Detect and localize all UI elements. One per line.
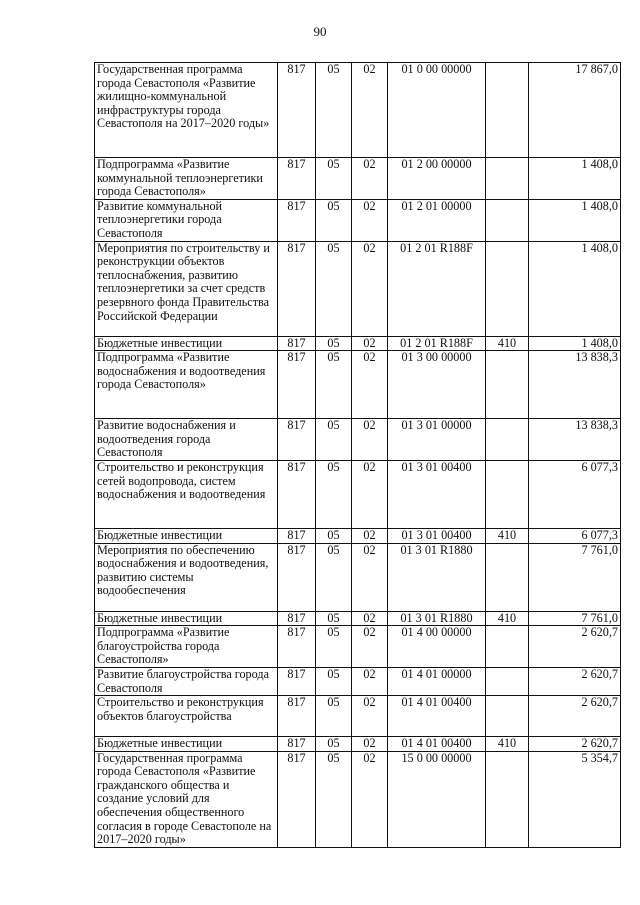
ministry-code-cell: 817 (278, 696, 316, 737)
section-code-cell: 05 (316, 543, 352, 611)
amount-cell: 17 867,0 (529, 63, 621, 158)
section-code-cell: 05 (316, 626, 352, 668)
subsection-code-cell: 02 (352, 199, 388, 241)
amount-cell: 2 620,7 (529, 667, 621, 695)
row-name-cell: Государственная программа города Севастополя «Развитие жилищно-коммунальной инфраструктуры города Севастополя на 2017–2020 годы» (95, 63, 278, 158)
table-row (95, 351, 621, 419)
ministry-code-cell: 817 (278, 199, 316, 241)
ministry-code-cell: 817 (278, 626, 316, 668)
target-article-cell: 01 3 01 00000 (388, 419, 486, 461)
amount-cell: 5 354,7 (529, 751, 621, 847)
ministry-code-cell: 817 (278, 667, 316, 695)
table-row (95, 528, 621, 543)
row-name-cell: Бюджетные инвестиции (95, 336, 278, 351)
target-article-cell: 01 2 01 R188F (388, 241, 486, 336)
expense-type-cell (486, 667, 529, 695)
target-article-cell: 01 2 01 R188F (388, 336, 486, 351)
subsection-code-cell: 02 (352, 696, 388, 737)
subsection-code-cell: 02 (352, 460, 388, 528)
subsection-code-cell: 02 (352, 543, 388, 611)
subsection-code-cell: 02 (352, 751, 388, 847)
section-code-cell: 05 (316, 696, 352, 737)
ministry-code-cell: 817 (278, 460, 316, 528)
table-row (95, 63, 621, 158)
expense-type-cell (486, 351, 529, 419)
amount-cell: 7 761,0 (529, 543, 621, 611)
section-code-cell: 05 (316, 751, 352, 847)
row-name-cell: Развитие благоустройства города Севастополя (95, 667, 278, 695)
section-code-cell: 05 (316, 419, 352, 461)
target-article-cell: 01 3 01 R1880 (388, 611, 486, 626)
expense-type-cell (486, 241, 529, 336)
target-article-cell: 01 3 01 00400 (388, 528, 486, 543)
ministry-code-cell: 817 (278, 241, 316, 336)
amount-cell: 6 077,3 (529, 528, 621, 543)
target-article-cell: 01 4 01 00400 (388, 737, 486, 752)
row-name-cell: Строительство и реконструкция сетей водопровода, систем водоснабжения и водоотведения (95, 460, 278, 528)
table-row (95, 460, 621, 528)
target-article-cell: 01 4 01 00400 (388, 696, 486, 737)
section-code-cell: 05 (316, 63, 352, 158)
table-row (95, 737, 621, 752)
subsection-code-cell: 02 (352, 611, 388, 626)
target-article-cell: 15 0 00 00000 (388, 751, 486, 847)
section-code-cell: 05 (316, 199, 352, 241)
amount-cell: 6 077,3 (529, 460, 621, 528)
section-code-cell: 05 (316, 460, 352, 528)
expense-type-cell (486, 419, 529, 461)
row-name-cell: Подпрограмма «Развитие водоснабжения и водоотведения города Севастополя» (95, 351, 278, 419)
amount-cell: 1 408,0 (529, 241, 621, 336)
subsection-code-cell: 02 (352, 351, 388, 419)
target-article-cell: 01 2 01 00000 (388, 199, 486, 241)
page-number: 90 (313, 24, 327, 39)
section-code-cell: 05 (316, 351, 352, 419)
table-row (95, 626, 621, 668)
table-row (95, 696, 621, 737)
target-article-cell: 01 2 00 00000 (388, 158, 486, 200)
amount-cell: 1 408,0 (529, 336, 621, 351)
expense-type-cell (486, 460, 529, 528)
row-name-cell: Бюджетные инвестиции (95, 528, 278, 543)
ministry-code-cell: 817 (278, 351, 316, 419)
amount-cell: 2 620,7 (529, 626, 621, 668)
amount-cell: 2 620,7 (529, 737, 621, 752)
section-code-cell: 05 (316, 611, 352, 626)
amount-cell: 13 838,3 (529, 419, 621, 461)
section-code-cell: 05 (316, 737, 352, 752)
table-row (95, 543, 621, 611)
subsection-code-cell: 02 (352, 63, 388, 158)
row-name-cell: Бюджетные инвестиции (95, 611, 278, 626)
row-name-cell: Развитие коммунальной теплоэнергетики города Севастополя (95, 199, 278, 241)
subsection-code-cell: 02 (352, 336, 388, 351)
amount-cell: 1 408,0 (529, 158, 621, 200)
expense-type-cell: 410 (486, 528, 529, 543)
target-article-cell: 01 0 00 00000 (388, 63, 486, 158)
amount-cell: 2 620,7 (529, 696, 621, 737)
section-code-cell: 05 (316, 667, 352, 695)
ministry-code-cell: 817 (278, 336, 316, 351)
expense-type-cell (486, 696, 529, 737)
budget-table-body (95, 63, 621, 848)
table-row (95, 751, 621, 847)
row-name-cell: Развитие водоснабжения и водоотведения города Севастополя (95, 419, 278, 461)
table-row (95, 419, 621, 461)
subsection-code-cell: 02 (352, 419, 388, 461)
subsection-code-cell: 02 (352, 667, 388, 695)
subsection-code-cell: 02 (352, 528, 388, 543)
expense-type-cell (486, 199, 529, 241)
ministry-code-cell: 817 (278, 528, 316, 543)
ministry-code-cell: 817 (278, 737, 316, 752)
ministry-code-cell: 817 (278, 751, 316, 847)
target-article-cell: 01 4 01 00000 (388, 667, 486, 695)
table-row (95, 158, 621, 200)
subsection-code-cell: 02 (352, 737, 388, 752)
table-row (95, 199, 621, 241)
section-code-cell: 05 (316, 241, 352, 336)
ministry-code-cell: 817 (278, 158, 316, 200)
row-name-cell: Подпрограмма «Развитие коммунальной теплоэнергетики города Севастополя» (95, 158, 278, 200)
amount-cell: 7 761,0 (529, 611, 621, 626)
expense-type-cell: 410 (486, 737, 529, 752)
table-row (95, 667, 621, 695)
expense-type-cell (486, 626, 529, 668)
section-code-cell: 05 (316, 336, 352, 351)
ministry-code-cell: 817 (278, 543, 316, 611)
row-name-cell: Мероприятия по строительству и реконструкции объектов теплоснабжения, развитию теплоэнергетики за счет средств резервного фонда Правительства Российской Федерации (95, 241, 278, 336)
expense-type-cell: 410 (486, 336, 529, 351)
ministry-code-cell: 817 (278, 611, 316, 626)
row-name-cell: Мероприятия по обеспечению водоснабжения и водоотведения, развитию системы водообеспечения (95, 543, 278, 611)
table-row (95, 336, 621, 351)
subsection-code-cell: 02 (352, 241, 388, 336)
expense-type-cell (486, 751, 529, 847)
row-name-cell: Подпрограмма «Развитие благоустройства города Севастополя» (95, 626, 278, 668)
section-code-cell: 05 (316, 158, 352, 200)
budget-table (94, 62, 621, 848)
amount-cell: 13 838,3 (529, 351, 621, 419)
target-article-cell: 01 3 01 R1880 (388, 543, 486, 611)
subsection-code-cell: 02 (352, 158, 388, 200)
ministry-code-cell: 817 (278, 63, 316, 158)
target-article-cell: 01 3 00 00000 (388, 351, 486, 419)
expense-type-cell (486, 63, 529, 158)
expense-type-cell (486, 158, 529, 200)
section-code-cell: 05 (316, 528, 352, 543)
amount-cell: 1 408,0 (529, 199, 621, 241)
row-name-cell: Бюджетные инвестиции (95, 737, 278, 752)
target-article-cell: 01 4 00 00000 (388, 626, 486, 668)
row-name-cell: Строительство и реконструкция объектов благоустройства (95, 696, 278, 737)
target-article-cell: 01 3 01 00400 (388, 460, 486, 528)
expense-type-cell: 410 (486, 611, 529, 626)
row-name-cell: Государственная программа города Севастополя «Развитие гражданского общества и создание условий для обеспечения общественного согласия в городе Севастополе на 2017–2020 годы» (95, 751, 278, 847)
table-row (95, 241, 621, 336)
ministry-code-cell: 817 (278, 419, 316, 461)
expense-type-cell (486, 543, 529, 611)
subsection-code-cell: 02 (352, 626, 388, 668)
table-row (95, 611, 621, 626)
